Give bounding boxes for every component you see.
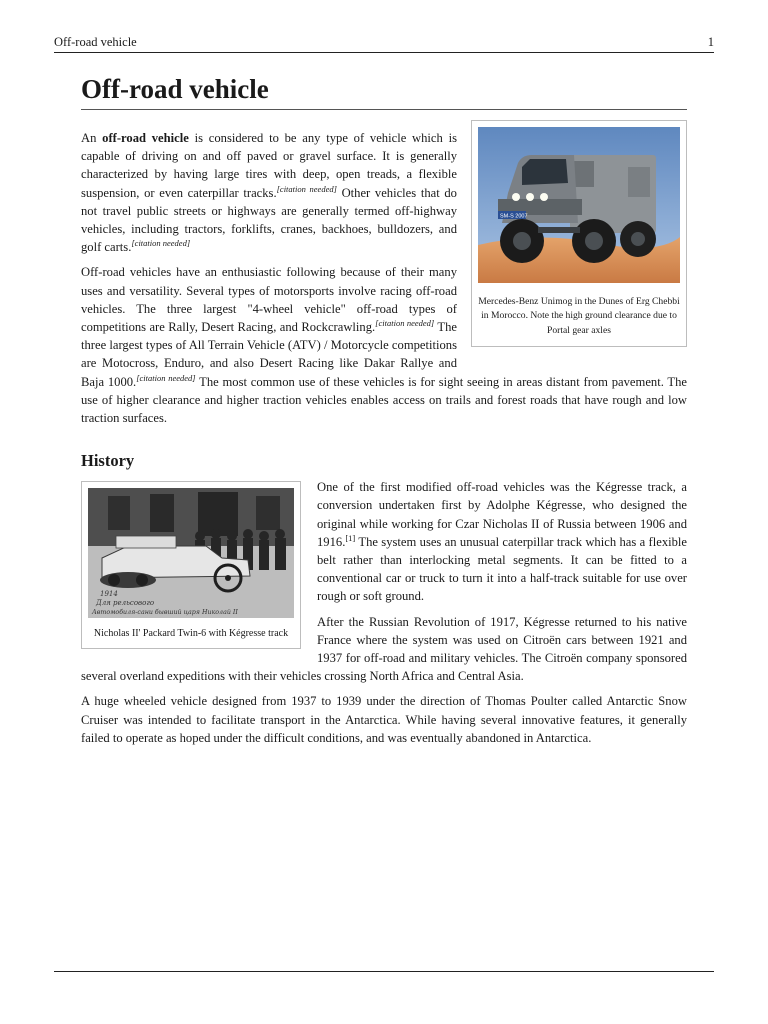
history-paragraph-3: A huge wheeled vehicle designed from 1937 to 1939 under the direction of Thomas Poulter called Antarctic Snow Cruiser was intended to facilitate transport in the Antarctica. While having several innovative features, it generally failed to operate as hoped under the difficult conditions, and was eventually abandoned in Antarctica. (81, 694, 687, 745)
photo-handwriting-2: Для рельсового (96, 599, 155, 608)
citation-needed[interactable]: [citation needed] (136, 372, 196, 383)
packard-photo (88, 488, 294, 618)
unimog-caption: Mercedes-Benz Unimog in the Dunes of Erg Chebbi in Morocco. Note the high ground clearance due to Portal gear axles (478, 296, 680, 336)
motorsport-text-2: The three largest types of All Terrain Vehicle (ATV) / Motorcycle competitions are Motocross, Enduro, and also Desert Racing like Dakar Rallye and Baja 1000. (81, 320, 457, 389)
history-paragraph-2: After the Russian Revolution of 1917, Kégresse returned to his native France where the system was used on Citroën cars between 1921 and 1937 for off-road and military vehicles. The Citroën company sponsored several overland expeditions with their vehicles crossing North Africa and Central Asia. (81, 614, 687, 684)
reference-1[interactable]: [1] (345, 532, 356, 543)
citation-needed[interactable]: [citation needed] (276, 183, 337, 194)
article-body (81, 72, 687, 747)
intro-text-1: An (81, 131, 103, 145)
running-header (54, 35, 714, 53)
motorsport-text-3: The most common use of these vehicles is for sight seeing in areas distant from pavement. The use of higher clearance and higher traction vehicles enables access on trails and forest roads that have rough and low traction surfaces. (81, 374, 687, 426)
history-text-1: One of the first modified off-road vehicles was the Kégresse track, a conversion undertaken first by Adolphe Kégresse, who designed the original while working for Czar Nicholas II of Russia between 1906 and 1916. (317, 480, 687, 549)
unimog-figure (471, 120, 687, 347)
photo-handwriting-3: Автомобиля-сани бывший царя Николай II (92, 609, 238, 617)
history-heading: History (81, 451, 135, 471)
motorsport-text-1: Off-road vehicles have an enthusiastic following because of their many uses and versatility. Several types of motorsports involve racing off-road vehicles. The three largest "4-wheel vehicle" off-road types of competitions are Rally, Desert Racing, and Rockcrawling. (81, 265, 457, 335)
page-number: 1 (707, 35, 714, 49)
citation-needed[interactable]: [citation needed] (131, 238, 191, 249)
packard-figure (81, 481, 301, 648)
intro-text-2: is considered to be any type of vehicle which is capable of driving on and off paved or gravel surface. It is generally characterized by having large tires with deep, open treads, a flexible suspension, or even caterpillar tracks. (81, 131, 457, 200)
photo-handwriting-1: 1914 (100, 590, 118, 599)
history-text-2: The system uses an unusual caterpillar track which has a flexible belt rather than interlocking metal segments. It can be fitted to a conventional car or truck to turn it into a half-track suitable for use over rough or soft ground. (317, 534, 687, 604)
intro-text-3: Other vehicles that do not travel public streets or highways are generally termed off-highway vehicles, including tractors, forklifts, cranes, backhoes, bulldozers, and golf carts. (81, 185, 457, 255)
term-off-road-vehicle: off-road vehicle (102, 131, 189, 145)
license-plate-text: SM-S 2007 (500, 213, 528, 220)
running-header-title: Off-road vehicle (54, 35, 137, 49)
citation-needed[interactable]: [citation needed] (375, 318, 435, 329)
article-title: Off-road vehicle (81, 72, 687, 110)
unimog-photo (478, 127, 680, 283)
packard-caption: Nicholas II' Packard Twin-6 with Kégresse track (93, 628, 289, 640)
footer-rule (54, 971, 714, 972)
